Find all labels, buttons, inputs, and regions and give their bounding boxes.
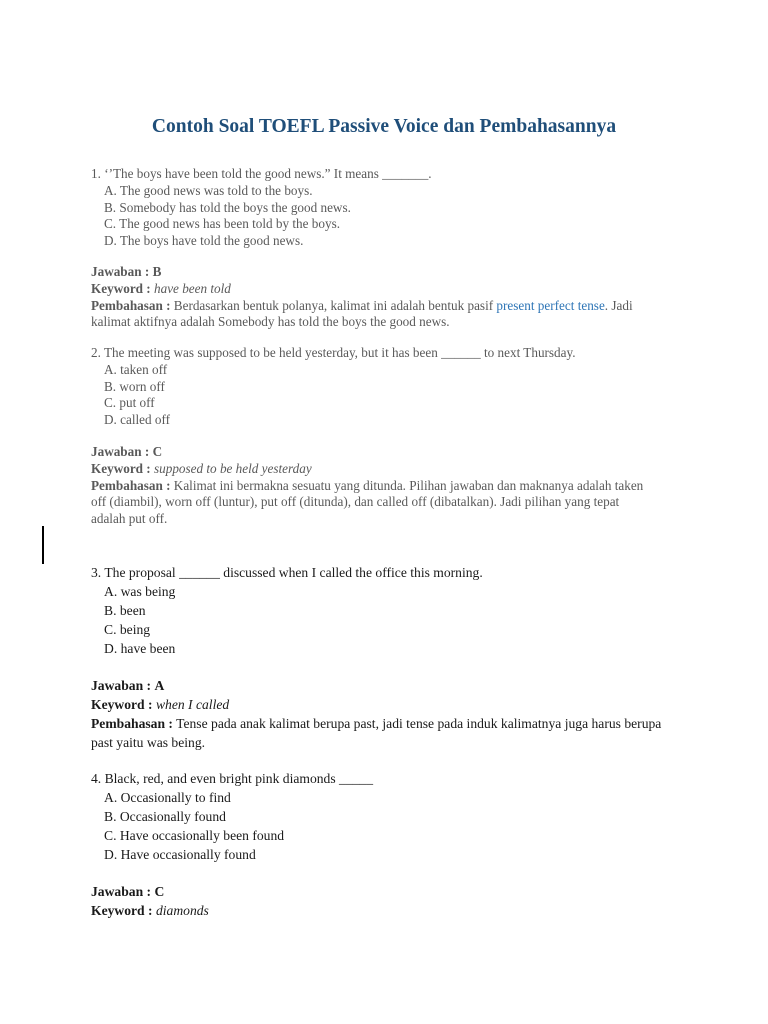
answer-label: Jawaban : — [91, 678, 152, 693]
answer-1-keyword: have been told — [154, 280, 231, 296]
answer-3-value: A — [154, 678, 165, 693]
question-4-option-a: A. Occasionally to find — [104, 790, 231, 805]
question-1 — [91, 166, 691, 250]
question-4-text: 4. Black, red, and even bright pink diamonds _____ — [91, 771, 374, 786]
question-3-option-c: C. being — [104, 622, 151, 637]
answer-4-value: C — [154, 884, 165, 899]
answer-label: Jawaban : — [91, 444, 150, 459]
question-1-option-b: B. Somebody has told the boys the good news. — [104, 199, 351, 215]
question-3-text: 3. The proposal ______ discussed when I called the office this morning. — [91, 565, 483, 580]
answer-1-explanation-part2: . Jadi — [604, 297, 633, 313]
explanation-label: Pembahasan : — [91, 477, 171, 493]
answer-label: Jawaban : — [91, 264, 150, 279]
question-2-option-c: C. put off — [104, 395, 155, 411]
answer-3-explanation-line2: past yaitu was being. — [91, 735, 206, 750]
answer-2-keyword: supposed to be held yesterday — [154, 460, 312, 476]
answer-2 — [91, 444, 691, 528]
question-2-option-a: A. taken off — [104, 361, 168, 377]
answer-3-keyword: when I called — [155, 697, 230, 712]
question-4-option-d: D. Have occasionally found — [104, 847, 256, 862]
question-2-option-b: B. worn off — [104, 378, 165, 394]
page-title: Contoh Soal TOEFL Passive Voice dan Pembahasannya — [151, 116, 617, 137]
explanation-label: Pembahasan : — [91, 297, 171, 313]
question-2 — [91, 345, 691, 429]
present-perfect-tense-link[interactable]: present perfect tense — [496, 297, 605, 313]
answer-1 — [91, 264, 691, 331]
question-3-option-b: B. been — [104, 603, 146, 618]
answer-4-keyword: diamonds — [155, 903, 209, 918]
answer-2-explanation-line3: adalah put off. — [91, 511, 168, 527]
question-1-option-a: A. The good news was told to the boys. — [104, 182, 313, 198]
answer-2-explanation-line2: off (diambil), worn off (luntur), put off (ditunda), dan called off (dibatalkan). Jadi pilihan yang tepat — [91, 494, 620, 510]
explanation-label: Pembahasan : — [91, 716, 173, 731]
question-1-option-c: C. The good news has been told by the boys. — [104, 216, 341, 232]
answer-4 — [91, 882, 691, 920]
question-1-text: 1. ‘’The boys have been told the good news.” It means _______. — [91, 166, 432, 181]
answer-3 — [91, 676, 691, 752]
answer-2-explanation-line1: Kalimat ini bermakna sesuatu yang ditunda. Pilihan jawaban dan maknanya adalah taken — [173, 477, 644, 493]
question-2-option-d: D. called off — [104, 412, 171, 428]
answer-1-explanation-line2: kalimat aktifnya adalah Somebody has told the boys the good news. — [91, 314, 450, 330]
keyword-label: Keyword : — [91, 903, 153, 918]
question-3-option-d: D. have been — [104, 641, 176, 656]
keyword-label: Keyword : — [91, 697, 153, 712]
keyword-label: Keyword : — [91, 280, 151, 296]
question-3-option-a: A. was being — [104, 584, 176, 599]
question-4-option-b: B. Occasionally found — [104, 809, 226, 824]
question-3 — [91, 563, 691, 658]
question-2-text: 2. The meeting was supposed to be held yesterday, but it has been ______ to next Thursday. — [91, 345, 576, 360]
answer-label: Jawaban : — [91, 884, 152, 899]
answer-1-value: B — [152, 264, 162, 279]
question-4 — [91, 769, 691, 864]
question-1-option-d: D. The boys have told the good news. — [104, 233, 304, 249]
text-cursor — [42, 526, 44, 564]
answer-2-value: C — [152, 444, 163, 459]
answer-1-explanation-part1: Berdasarkan bentuk polanya, kalimat ini adalah bentuk pasif — [173, 297, 494, 313]
question-4-option-c: C. Have occasionally been found — [104, 828, 285, 843]
keyword-label: Keyword : — [91, 460, 151, 476]
answer-3-explanation-line1: Tense pada anak kalimat berupa past, jadi tense pada induk kalimatnya juga harus berupa — [176, 716, 662, 731]
